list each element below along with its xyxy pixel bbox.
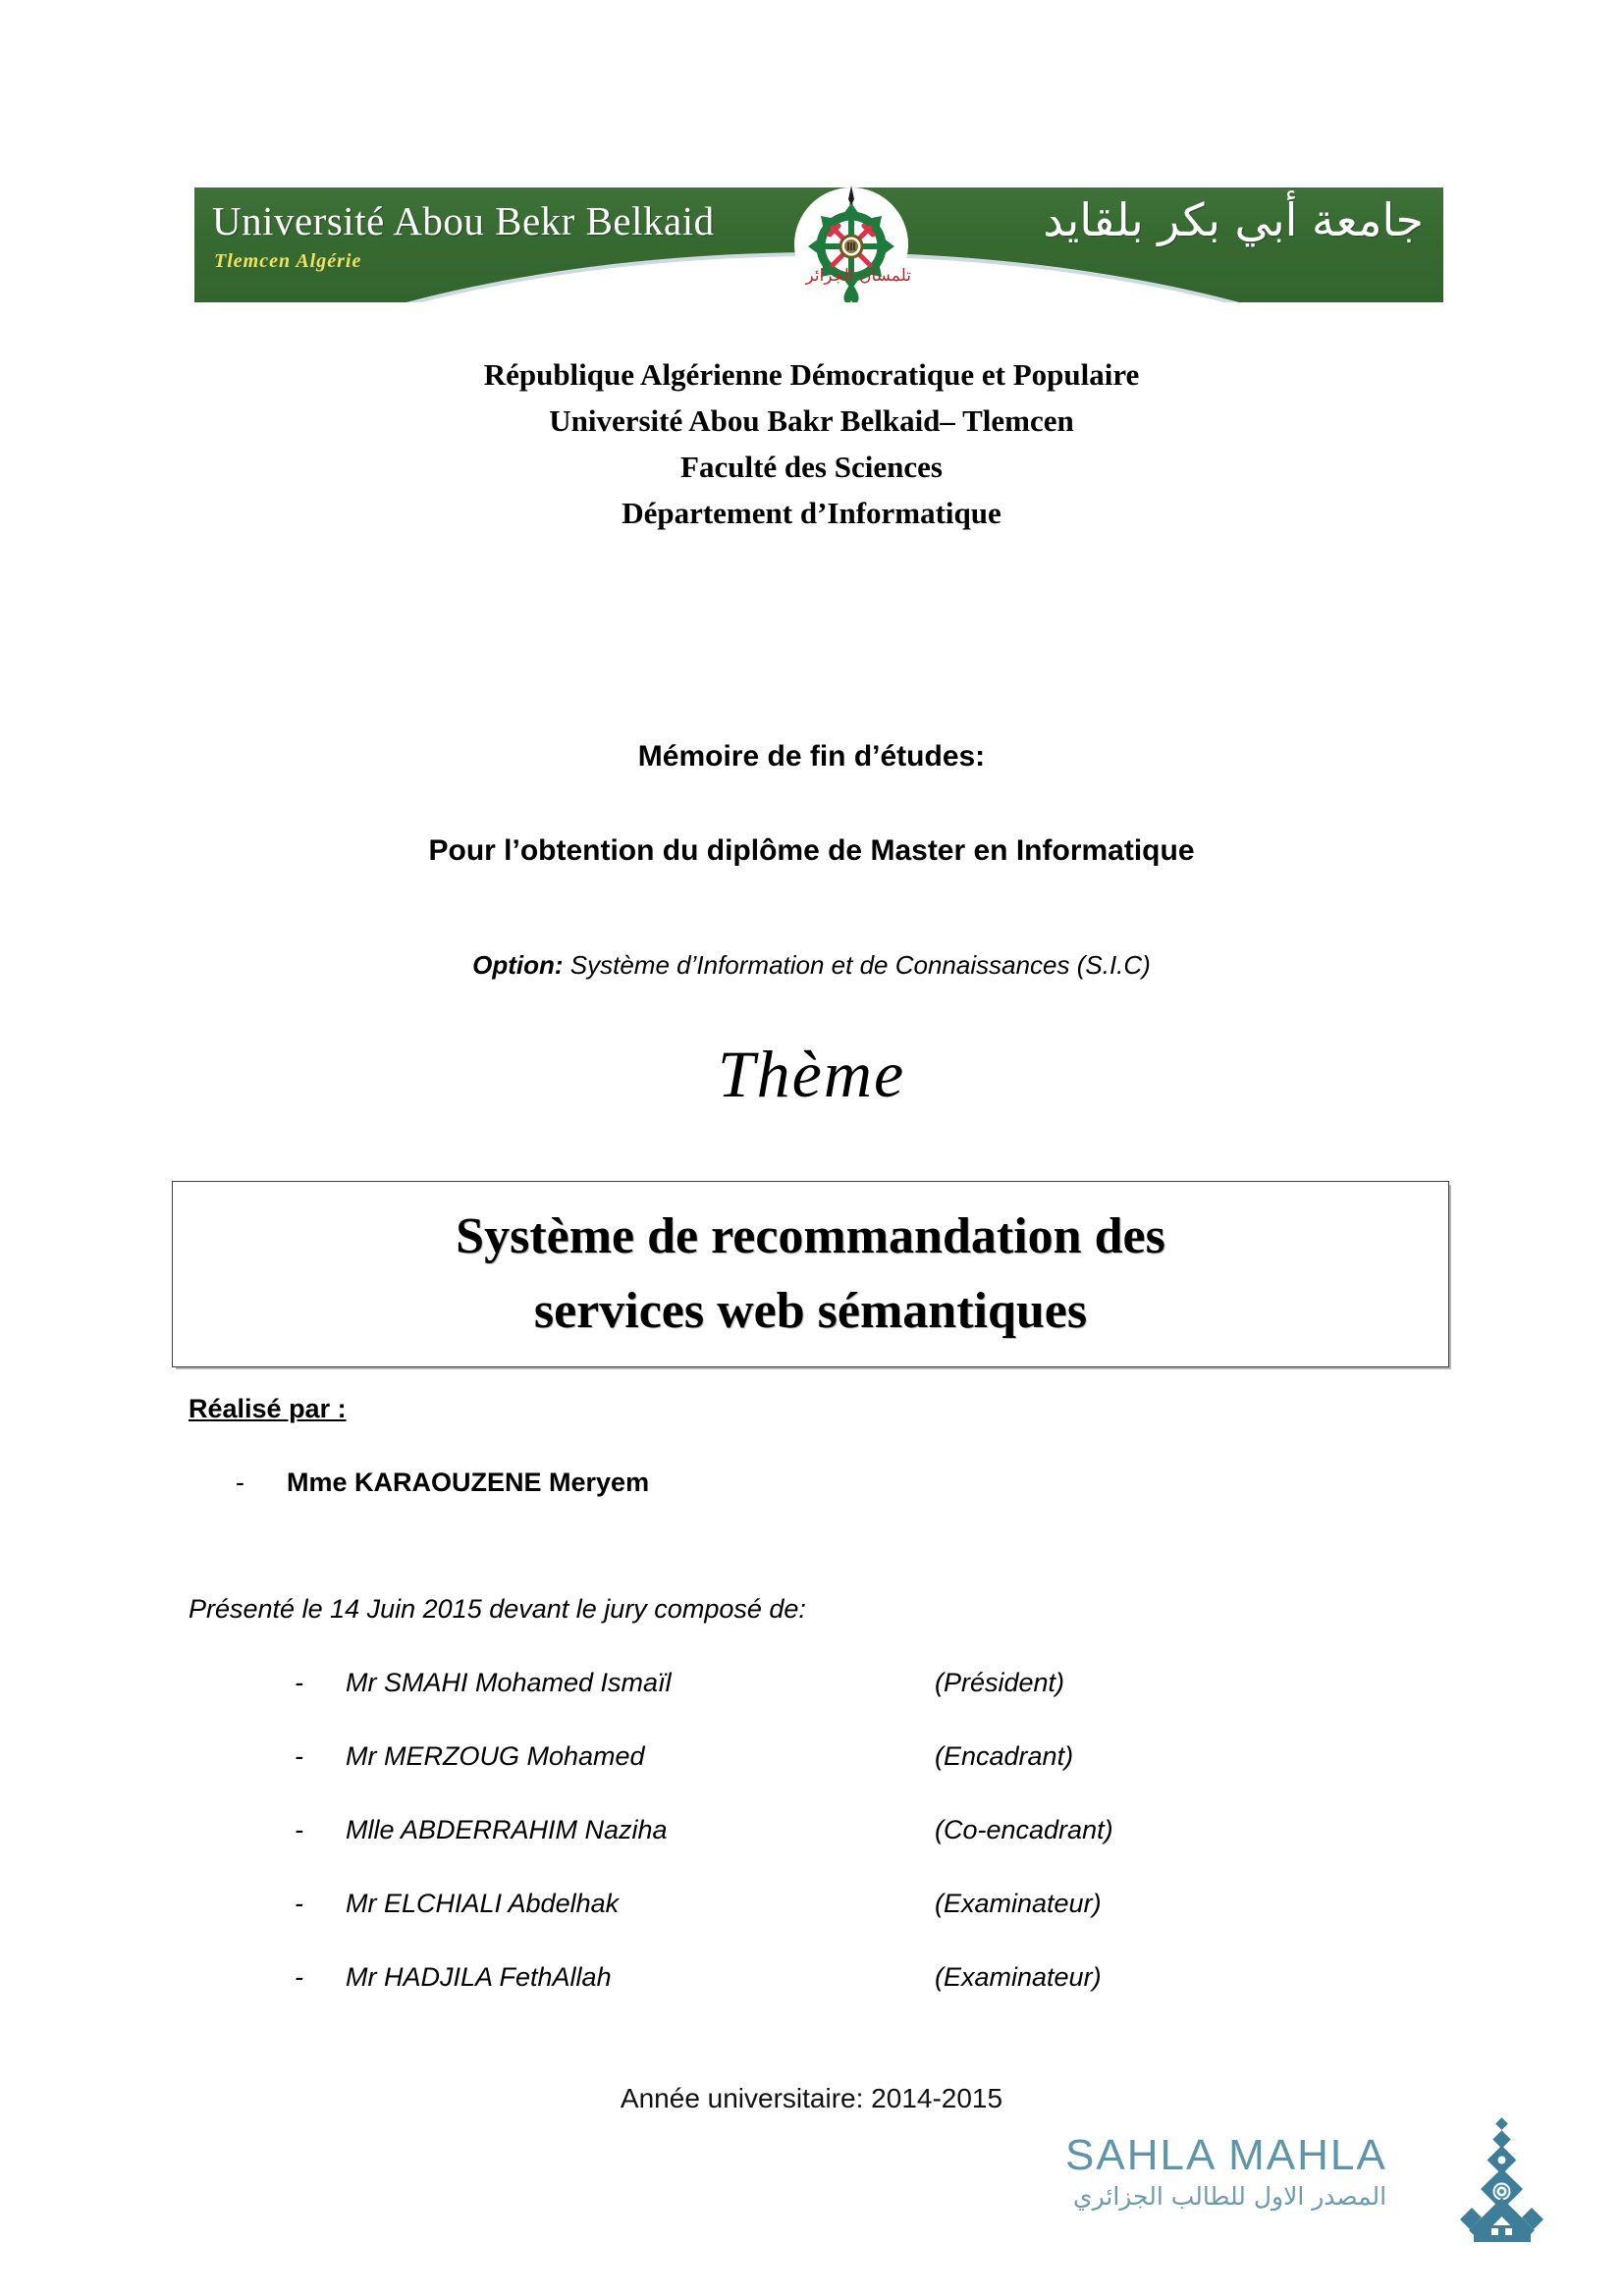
jury-bullet-dash: - bbox=[295, 1741, 303, 1771]
banner-university-name-fr: Université Abou Bekr Belkaid bbox=[212, 198, 715, 243]
banner-location-ar: تلمسان الجزائر bbox=[805, 266, 911, 286]
jury-list bbox=[295, 1668, 1113, 2036]
jury-member-row bbox=[295, 1815, 1113, 1889]
jury-bullet-dash: - bbox=[295, 1889, 303, 1918]
thesis-title-line-1: Système de recommandation des bbox=[456, 1208, 1165, 1264]
thesis-title-box bbox=[172, 1181, 1449, 1367]
defense-intro: Présenté le 14 Juin 2015 devant le jury composé de: bbox=[189, 1594, 806, 1624]
jury-member-name: Mlle ABDERRAHIM Naziha bbox=[346, 1815, 668, 1844]
jury-member-name: Mr SMAHI Mohamed Ismaïl bbox=[346, 1668, 672, 1697]
university-banner bbox=[194, 180, 1443, 302]
sahla-mahla-logo-icon bbox=[1448, 2117, 1556, 2245]
watermark-subtitle-ar: المصدر الاول للطالب الجزائري bbox=[1073, 2182, 1387, 2211]
jury-member-role: (Président) bbox=[935, 1668, 1065, 1697]
jury-member-role: (Examinateur) bbox=[935, 1889, 1102, 1918]
jury-member-row bbox=[295, 1668, 1113, 1741]
header-line-university: Université Abou Bakr Belkaid– Tlemcen bbox=[549, 403, 1074, 438]
institution-header bbox=[0, 351, 1623, 536]
watermark-title: SAHLA MAHLA bbox=[1065, 2131, 1387, 2179]
author-section-label: Réalisé par : bbox=[189, 1394, 347, 1423]
jury-member-role: (Encadrant) bbox=[935, 1741, 1074, 1771]
banner-location-fr: Tlemcen Algérie bbox=[214, 250, 362, 272]
header-line-department: Département d’Informatique bbox=[622, 496, 1001, 530]
sahla-mahla-watermark bbox=[1065, 2125, 1527, 2243]
jury-member-role: (Co-encadrant) bbox=[935, 1815, 1113, 1844]
jury-bullet-dash: - bbox=[295, 1815, 303, 1844]
header-line-republic: République Algérienne Démocratique et Populaire bbox=[483, 357, 1140, 392]
thesis-type-label: Mémoire de fin d’études: bbox=[637, 740, 986, 773]
degree-label: Pour l’obtention du diplôme de Master en Informatique bbox=[428, 834, 1195, 867]
author-name: Mme KARAOUZENE Meryem bbox=[287, 1468, 650, 1497]
jury-member-name: Mr HADJILA FethAllah bbox=[346, 1962, 612, 1992]
thesis-title-line-2: services web sémantiques bbox=[533, 1283, 1088, 1339]
banner-university-name-ar: جامعة أبي بكر بلقايد bbox=[1043, 193, 1424, 246]
jury-member-role: (Examinateur) bbox=[935, 1962, 1102, 1992]
header-line-faculty: Faculté des Sciences bbox=[680, 450, 943, 484]
jury-member-name: Mr MERZOUG Mohamed bbox=[346, 1741, 645, 1771]
author-entry bbox=[236, 1468, 649, 1498]
jury-member-name: Mr ELCHIALI Abdelhak bbox=[346, 1889, 620, 1918]
jury-bullet-dash: - bbox=[295, 1962, 303, 1992]
jury-bullet-dash: - bbox=[295, 1668, 303, 1697]
jury-member-row bbox=[295, 1741, 1113, 1815]
jury-member-row bbox=[295, 1889, 1113, 1962]
option-label: Option: bbox=[472, 950, 564, 980]
academic-year: Année universitaire: 2014-2015 bbox=[620, 2083, 1003, 2113]
jury-member-row bbox=[295, 1962, 1113, 2036]
option-value: Système d’Information et de Connaissances (S.I.C) bbox=[563, 950, 1151, 980]
author-bullet-dash: - bbox=[236, 1468, 244, 1497]
theme-heading: Thème bbox=[717, 1037, 906, 1111]
option-line bbox=[0, 950, 1623, 981]
